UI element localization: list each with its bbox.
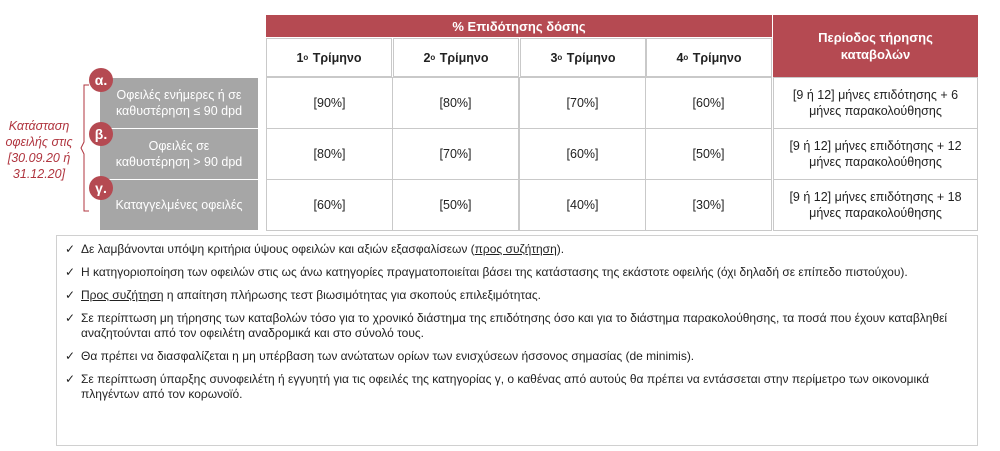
payment-period-header-line: καταβολών [840, 47, 911, 62]
note-text: Η κατηγοριοποίηση των οφειλών στις ως άνω κατηγορίες πραγματοποιείται βάσει της κατάστασης της εκάστοτε οφειλής (όχι δηλαδή σε επίπεδο πιστούχου). [81, 265, 908, 279]
quarter-label: Τρίμηνο [692, 50, 742, 65]
checkmark-icon: ✓ [65, 242, 76, 256]
quarter-number: 1 [296, 50, 304, 65]
note-text-part: Δε λαμβάνονται υπόψη κριτήρια ύψους οφειλών και αξιών εξασφαλίσεων ( [81, 242, 475, 256]
checkmark-icon: ✓ [65, 311, 76, 325]
note-text-underlined: Προς συζήτηση [81, 288, 164, 302]
quarter-ordinal: ο [430, 53, 436, 62]
note-text [81, 288, 541, 303]
note-item [65, 242, 969, 257]
category-label-line: Καταγγελμένες οφειλές [115, 198, 243, 212]
category-label-line: καθυστέρηση ≤ 90 dpd [115, 104, 243, 118]
status-date-label [4, 118, 74, 182]
period-line: μήνες παρακολούθησης [809, 104, 942, 118]
note-item [65, 372, 969, 402]
note-item [65, 349, 969, 364]
category-label-line: Οφειλές σε [148, 139, 210, 153]
period-line: [9 ή 12] μήνες επιδότησης + 18 [789, 190, 962, 204]
checkmark-icon: ✓ [65, 349, 76, 363]
table-cell: [70%] [519, 77, 646, 129]
note-text-underlined: προς συζήτηση [474, 242, 557, 256]
note-text: Θα πρέπει να διασφαλίζεται η μη υπέρβαση των ανώτατων ορίων των ενισχύσεων ήσσονος σημασίας (de minimis). [81, 349, 695, 363]
period-line: [9 ή 12] μήνες επιδότησης + 12 [789, 139, 962, 153]
table-cell: [40%] [519, 179, 646, 231]
table-cell: [60%] [519, 128, 646, 180]
category-label-line: Οφειλές ενήμερες ή σε [116, 88, 242, 102]
note-text [81, 242, 564, 257]
period-cell [773, 128, 978, 180]
quarter-header-4 [646, 38, 772, 77]
status-date-line: 31.12.20] [12, 167, 66, 181]
period-line: μήνες παρακολούθησης [809, 206, 942, 220]
category-label-c [100, 180, 258, 230]
quarter-ordinal: ο [683, 53, 689, 62]
table-cell: [80%] [392, 77, 519, 129]
quarter-label: Τρίμηνο [439, 50, 489, 65]
table-cell: [60%] [266, 179, 393, 231]
table-cell: [30%] [645, 179, 772, 231]
quarter-header-1 [266, 38, 392, 77]
period-cell [773, 179, 978, 231]
quarter-ordinal: ο [557, 53, 563, 62]
notes-box [56, 235, 978, 446]
category-marker-c: γ. [89, 176, 113, 200]
quarter-header-2 [393, 38, 519, 77]
quarter-header-3 [520, 38, 646, 77]
table-cell: [80%] [266, 128, 393, 180]
payment-period-header-line: Περίοδος τήρησης [818, 30, 933, 45]
period-line: [9 ή 12] μήνες επιδότησης + 6 [792, 88, 959, 102]
payment-period-header [773, 15, 978, 77]
table-cell: [50%] [645, 128, 772, 180]
quarter-label: Τρίμηνο [312, 50, 362, 65]
table-cell: [90%] [266, 77, 393, 129]
checkmark-icon: ✓ [65, 288, 76, 302]
note-text-part: η απαίτηση πλήρωσης τεστ βιωσιμότητας για σκοπούς επιλεξιμότητας. [163, 288, 542, 302]
category-label-line: καθυστέρηση > 90 dpd [115, 155, 243, 169]
category-label-a [100, 78, 258, 128]
checkmark-icon: ✓ [65, 265, 76, 279]
status-date-line: [30.09.20 ή [7, 151, 71, 165]
note-item [65, 265, 969, 280]
note-item [65, 311, 969, 341]
quarter-number: 2 [423, 50, 431, 65]
note-text: Σε περίπτωση μη τήρησης των καταβολών τόσο για το χρονικό διάστημα της επιδότησης όσο και για το διάστημα παρακολούθησης, τα ποσά που έχουν καταβληθεί αναζητούνται από τον οφειλέτη αναδρομικά και στο σύνολό τους. [81, 311, 948, 340]
category-marker-a: α. [89, 68, 113, 92]
note-text: Σε περίπτωση ύπαρξης συνοφειλέτη ή εγγυητή για τις οφειλές της κατηγορίας γ, ο καθένας από αυτούς θα πρέπει να εντάσσεται στην περίμετρο των οικονομικά πληγέντων από τον κορωνοϊό. [81, 372, 930, 401]
table-cell: [70%] [392, 128, 519, 180]
status-date-line: Κατάσταση [8, 119, 70, 133]
period-line: μήνες παρακολούθησης [809, 155, 942, 169]
status-date-line: οφειλής στις [5, 135, 73, 149]
checkmark-icon: ✓ [65, 372, 76, 386]
bracket-icon [80, 84, 90, 212]
quarter-ordinal: ο [303, 53, 309, 62]
table-cell: [60%] [645, 77, 772, 129]
note-item [65, 288, 969, 303]
table-cell: [50%] [392, 179, 519, 231]
category-label-b [100, 129, 258, 179]
quarter-number: 4 [676, 50, 684, 65]
quarter-label: Τρίμηνο [566, 50, 616, 65]
period-cell [773, 77, 978, 129]
subsidy-percent-header: % Επιδότησης δόσης [266, 15, 772, 37]
quarter-number: 3 [550, 50, 558, 65]
note-text-part: ). [556, 242, 565, 256]
category-marker-b: β. [89, 122, 113, 146]
